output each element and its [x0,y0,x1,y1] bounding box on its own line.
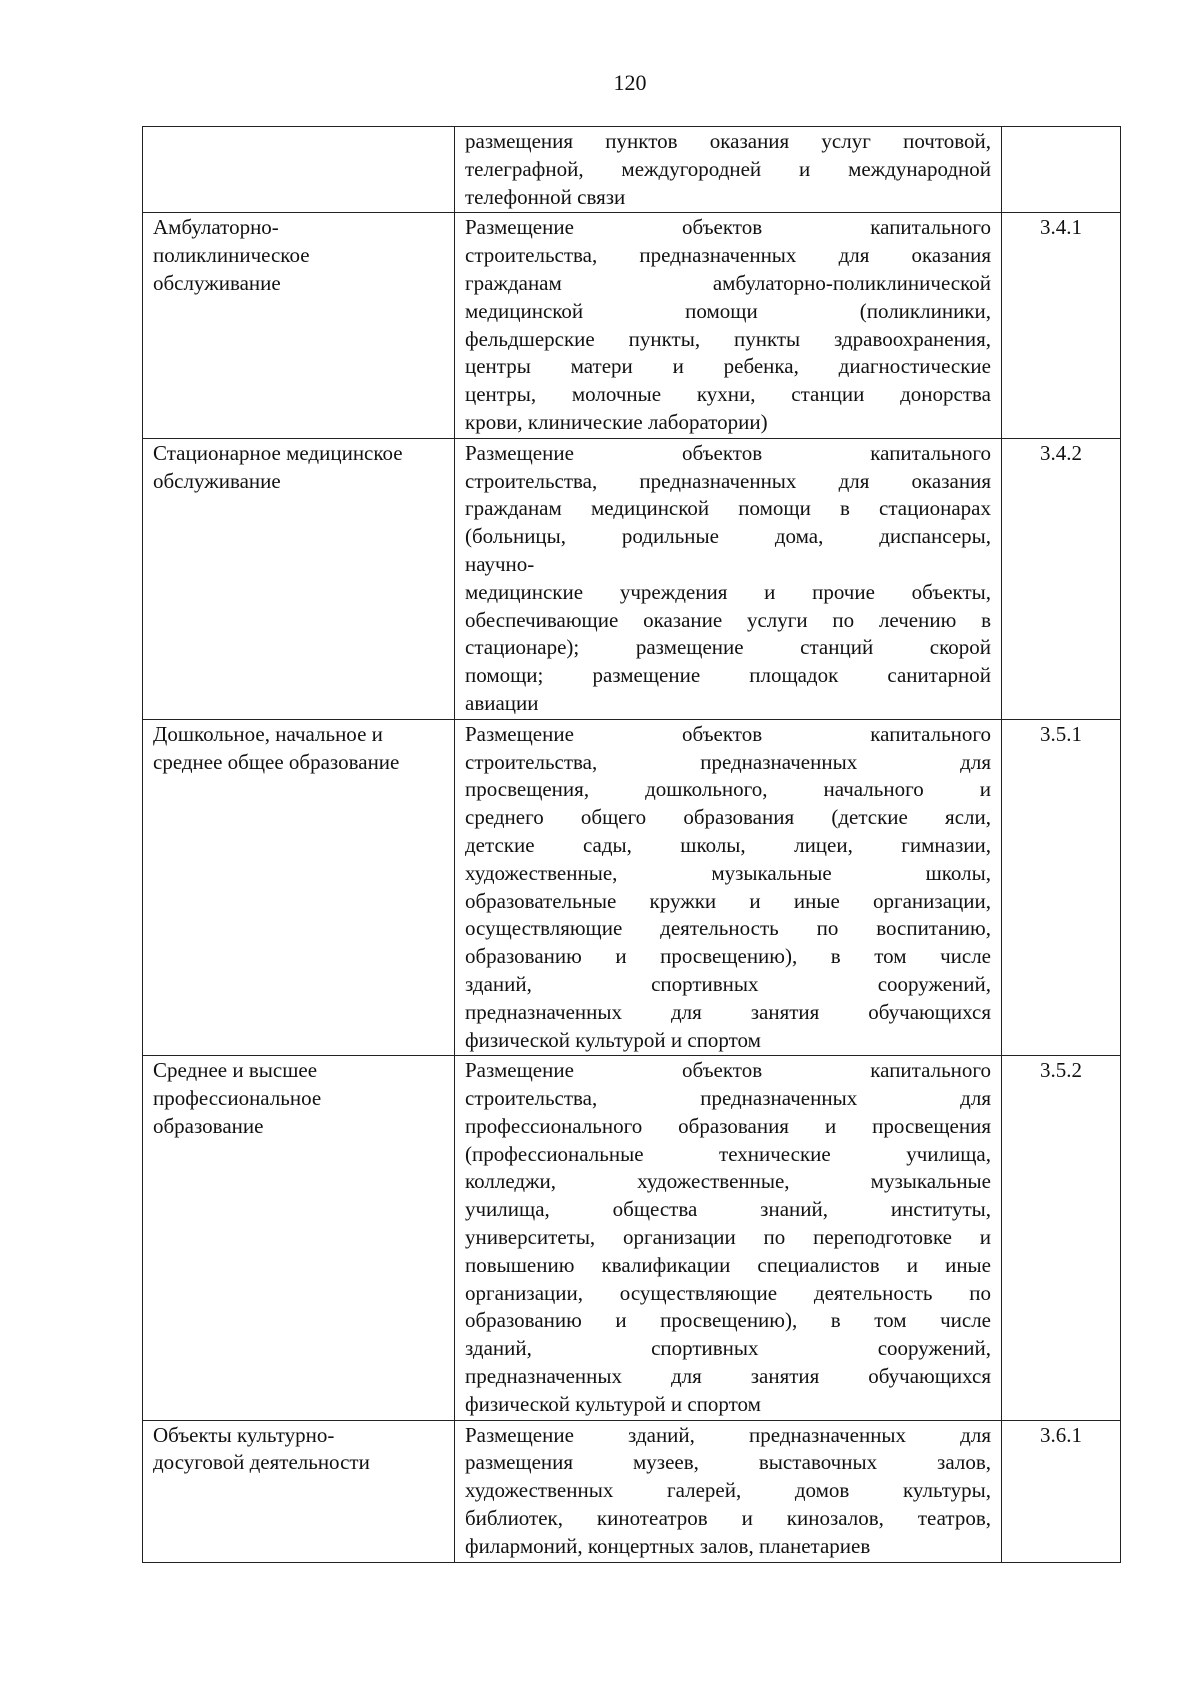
use-type-description-cell [455,438,1002,719]
use-type-name-line: Дошкольное, начальное и [153,721,383,746]
use-type-code-cell: 3.5.1 [1002,719,1121,1056]
use-type-description-line: научно- [465,551,535,576]
use-type-name-line: профессиональное [153,1086,322,1111]
table-row [143,127,1121,213]
use-type-description-cell [455,719,1002,1056]
use-type-name-line: Объекты культурно- [153,1422,335,1447]
use-type-name-line: Среднее и высшее [153,1058,318,1083]
use-type-description-line: зданий, спортивных сооружений, [465,1336,991,1361]
use-type-description-line: размещения музеев, выставочных залов, [465,1450,991,1475]
use-type-name-cell [143,719,455,1056]
use-type-description-cell [455,127,1002,213]
use-type-description-line: предназначенных для занятия обучающихся [465,1364,991,1389]
use-type-description-line: фельдшерские пункты, пункты здравоохранения, [465,326,991,351]
use-type-description-line: (больницы, родильные дома, диспансеры, [465,524,991,549]
use-type-description-line: гражданам амбулаторно-поликлинической [465,270,991,295]
use-type-description-line: строительства, предназначенных для [465,1086,991,1111]
use-type-description-line: библиотек, кинотеатров и кинозалов, театров, [465,1506,991,1531]
use-type-description-line: гражданам медицинской помощи в стационарах [465,496,991,521]
use-type-description-cell [455,213,1002,438]
use-type-name-line: поликлиническое [153,243,310,268]
use-type-code-cell: 3.6.1 [1002,1420,1121,1562]
use-type-description-line: крови, клинические лаборатории) [465,409,768,434]
page-number: 120 [613,70,647,95]
use-type-description-line: Размещение объектов капитального [465,440,991,465]
use-type-description-line: помощи; размещение площадок санитарной [465,663,991,688]
table-row [143,719,1121,1056]
use-type-description-line: (профессиональные технические училища, [465,1141,991,1166]
use-type-description-line: стационаре); размещение станций скорой [465,635,991,660]
use-type-description-line: центры, молочные кухни, станции донорства [465,382,991,407]
use-type-description-line: колледжи, художественные, музыкальные [465,1169,991,1194]
use-type-description-line: Размещение объектов капитального [465,1058,991,1083]
use-type-description-line: осуществляющие деятельность по воспитанию, [465,916,991,941]
use-type-name-cell [143,213,455,438]
use-type-description-line: детские сады, школы, лицеи, гимназии, [465,832,991,857]
use-type-description-line: среднего общего образования (детские ясли, [465,805,991,830]
use-type-code-cell: 3.4.2 [1002,438,1121,719]
use-type-description-line: училища, общества знаний, институты, [465,1197,991,1222]
use-type-description-line: физической культурой и спортом [465,1391,761,1416]
table-row [143,438,1121,719]
use-type-description-line: обеспечивающие оказание услуги по лечению в [465,607,991,632]
use-type-description-line: Размещение объектов капитального [465,215,991,240]
use-type-description-line: просвещения, дошкольного, начального и [465,777,991,802]
use-type-code-cell: 3.4.1 [1002,213,1121,438]
use-type-description-line: художественные, музыкальные школы, [465,860,991,885]
use-type-description-line: художественных галерей, домов культуры, [465,1478,991,1503]
use-type-description-line: профессионального образования и просвещения [465,1113,991,1138]
use-type-code-cell [1002,127,1121,213]
use-type-name-line: Стационарное медицинское [153,440,403,465]
table-body [143,127,1121,1563]
use-type-name-line: образование [153,1113,264,1138]
use-type-name-cell [143,1056,455,1420]
use-type-description-line: строительства, предназначенных для оказания [465,243,991,268]
use-type-name-cell [143,127,455,213]
use-type-description-line: образовательные кружки и иные организации, [465,888,991,913]
use-type-description-line: строительства, предназначенных для оказания [465,468,991,493]
use-type-description-line: образованию и просвещению), в том числе [465,1308,991,1333]
use-type-description-cell [455,1420,1002,1562]
use-type-description-line: Размещение объектов капитального [465,721,991,746]
use-type-description-line: медицинской помощи (поликлиники, [465,298,991,323]
use-type-description-line: предназначенных для занятия обучающихся [465,999,991,1024]
use-type-description-line: физической культурой и спортом [465,1027,761,1052]
use-type-description-line: зданий, спортивных сооружений, [465,971,991,996]
table-row [143,1420,1121,1562]
use-type-description-line: повышению квалификации специалистов и иные [465,1252,991,1277]
use-type-description-line: строительства, предназначенных для [465,749,991,774]
use-type-name-cell [143,1420,455,1562]
use-type-description-line: организации, осуществляющие деятельность по [465,1280,991,1305]
use-type-name-line: обслуживание [153,468,281,493]
use-type-description-line: образованию и просвещению), в том числе [465,944,991,969]
use-type-name-cell [143,438,455,719]
use-type-description-line: Размещение зданий, предназначенных для [465,1422,991,1447]
use-type-name-line: среднее общее образование [153,749,400,774]
land-use-table [142,126,1121,1563]
use-type-name-line: Амбулаторно- [153,215,279,240]
use-type-description-line: центры матери и ребенка, диагностические [465,354,991,379]
use-type-description-line: медицинские учреждения и прочие объекты, [465,579,991,604]
use-type-name-line: обслуживание [153,270,281,295]
table-row [143,1056,1121,1420]
use-type-code-cell: 3.5.2 [1002,1056,1121,1420]
table-row [143,213,1121,438]
use-type-description-line: размещения пунктов оказания услуг почтовой, [465,129,991,153]
use-type-description-line: филармоний, концертных залов, планетариев [465,1533,871,1558]
use-type-description-line: телефонной связи [465,184,626,209]
use-type-description-line: авиации [465,690,539,715]
use-type-description-line: университеты, организации по переподготовке и [465,1225,991,1250]
use-type-name-line: досуговой деятельности [153,1450,370,1475]
use-type-description-cell [455,1056,1002,1420]
use-type-description-line: телеграфной, междугородней и международной [465,156,991,181]
